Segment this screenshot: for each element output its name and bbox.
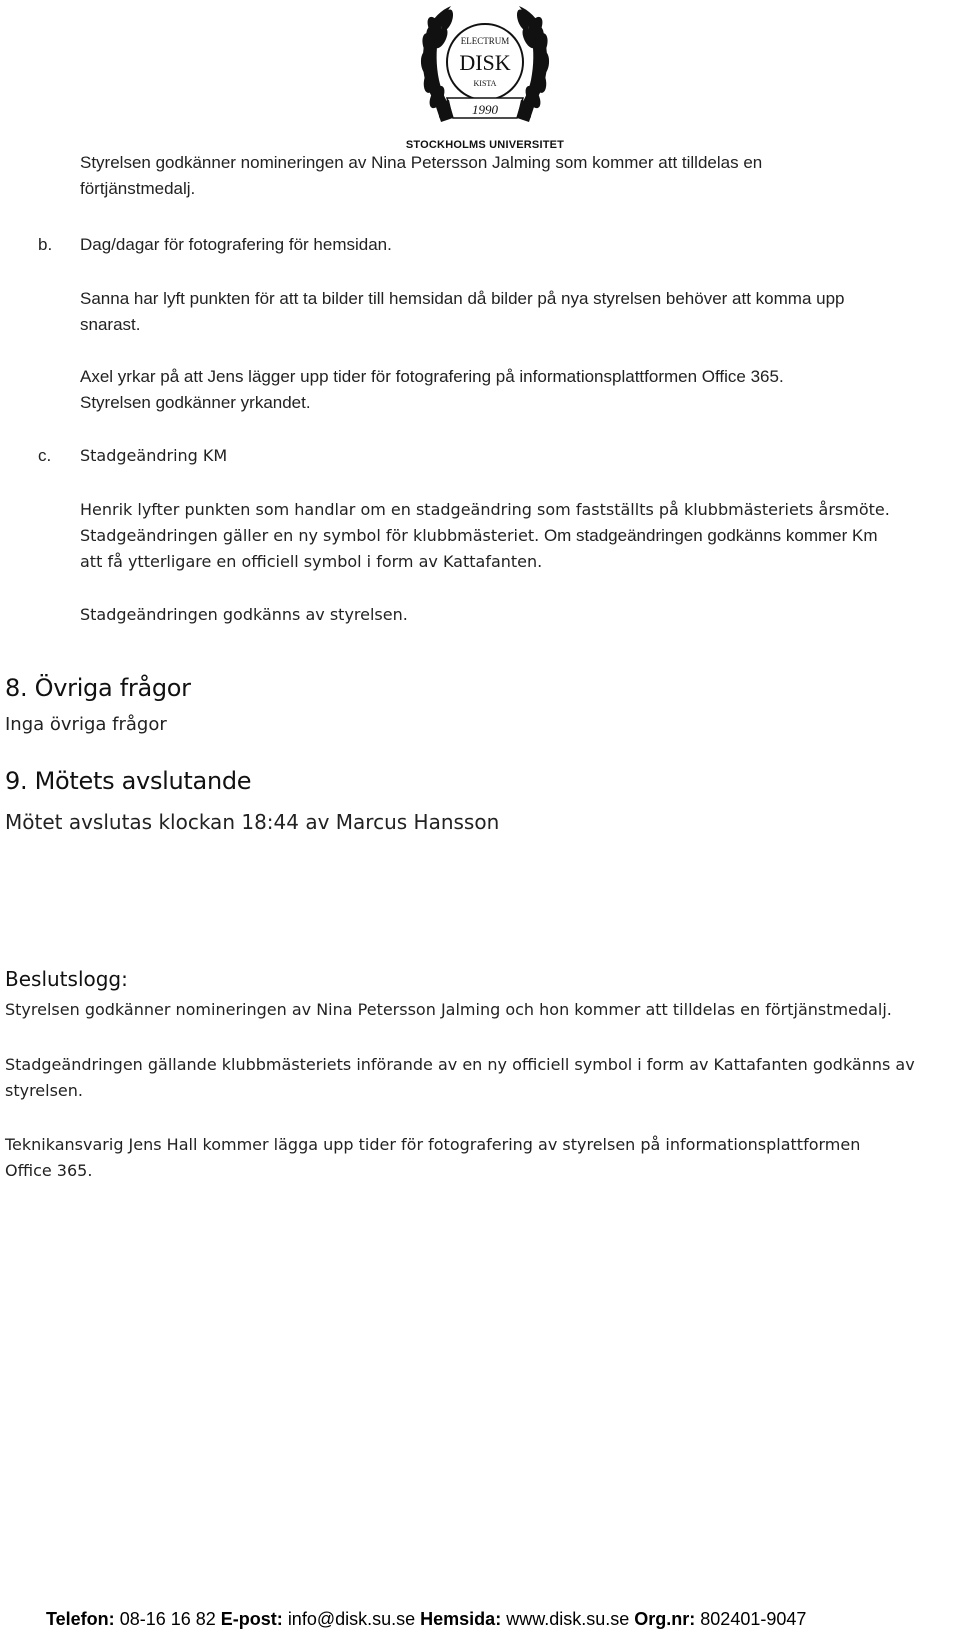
logo-electrum: ELECTRUM (460, 36, 510, 46)
laurel-wreath-icon (395, 0, 575, 150)
section9-heading: 9. Mötets avslutande (5, 767, 252, 795)
c-title: Stadgeändring KM (80, 446, 228, 465)
b-p1-line1: Sanna har lyft punkten för att ta bilder till hemsidan då bilder på nya styrelsen behöver att komma upp (80, 289, 845, 308)
section8-text: Inga övriga frågor (5, 714, 167, 735)
beslutslogg-item1: Styrelsen godkänner nomineringen av Nina Petersson Jalming och hon kommer att tilldelas en förtjänstmedalj. (5, 1000, 892, 1019)
b-title: Dag/dagar för fotografering för hemsidan. (80, 235, 392, 254)
disk-logo (395, 0, 575, 158)
logo-disk: DISK (459, 50, 511, 75)
logo-kista: KISTA (473, 79, 497, 88)
c-p1-line1: Henrik lyfter punkten som handlar om en stadgeändring som fastställts på klubbmästeriets årsmöte. (80, 500, 890, 519)
item-marker-b: b. (38, 235, 53, 254)
beslutslogg-item3-line2: Office 365. (5, 1161, 93, 1180)
footer-org-label: Org.nr: (634, 1609, 696, 1629)
c-p1-line3: att få ytterligare en officiell symbol i form av Kattafanten. (80, 552, 543, 571)
footer-web-link[interactable]: www.disk.su.se (506, 1609, 630, 1629)
a-line1: Styrelsen godkänner nomineringen av Nina Petersson Jalming som kommer att tilldelas en (80, 153, 763, 172)
footer (46, 1608, 806, 1630)
footer-phone: 08-16 16 82 (119, 1609, 216, 1629)
beslutslogg-item3-line1: Teknikansvarig Jens Hall kommer lägga upp tider för fotografering av styrelsen på informationsplattformen (5, 1135, 861, 1154)
logo-year: 1990 (472, 102, 498, 117)
footer-email-label: E-post: (220, 1609, 283, 1629)
b-p2-line1: Axel yrkar på att Jens lägger upp tider för fotografering på informationsplattformen Office 365. (80, 367, 784, 386)
footer-org-nr: 802401-9047 (700, 1609, 807, 1629)
footer-phone-label: Telefon: (46, 1609, 115, 1629)
c-p1-line2a: Stadgeändringen gäller en ny symbol för klubbmästeriet. (80, 526, 540, 545)
c-p1-line2 (80, 523, 878, 549)
section8-heading: 8. Övriga frågor (5, 674, 191, 702)
item-marker-c: c. (38, 446, 52, 465)
logo-org-name: STOCKHOLMS UNIVERSITET (405, 139, 565, 151)
c-p2: Stadgeändringen godkänns av styrelsen. (80, 605, 408, 624)
beslutslogg-item2-line2: styrelsen. (5, 1081, 83, 1100)
b-p1-line2: snarast. (80, 315, 141, 334)
footer-email-link[interactable]: info@disk.su.se (287, 1609, 416, 1629)
section9-text: Mötet avslutas klockan 18:44 av Marcus Hansson (5, 810, 500, 834)
beslutslogg-heading: Beslutslogg: (5, 967, 128, 991)
a-line2: förtjänstmedalj. (80, 179, 196, 198)
beslutslogg-item2-line1: Stadgeändringen gällande klubbmästeriets införande av en ny officiell symbol i form av Kattafanten godkänns av (5, 1055, 915, 1074)
footer-web-label: Hemsida: (420, 1609, 502, 1629)
b-p2-line2: Styrelsen godkänner yrkandet. (80, 393, 311, 412)
c-p1-line2b: Om stadgeändringen godkänns kommer Km (543, 526, 878, 545)
